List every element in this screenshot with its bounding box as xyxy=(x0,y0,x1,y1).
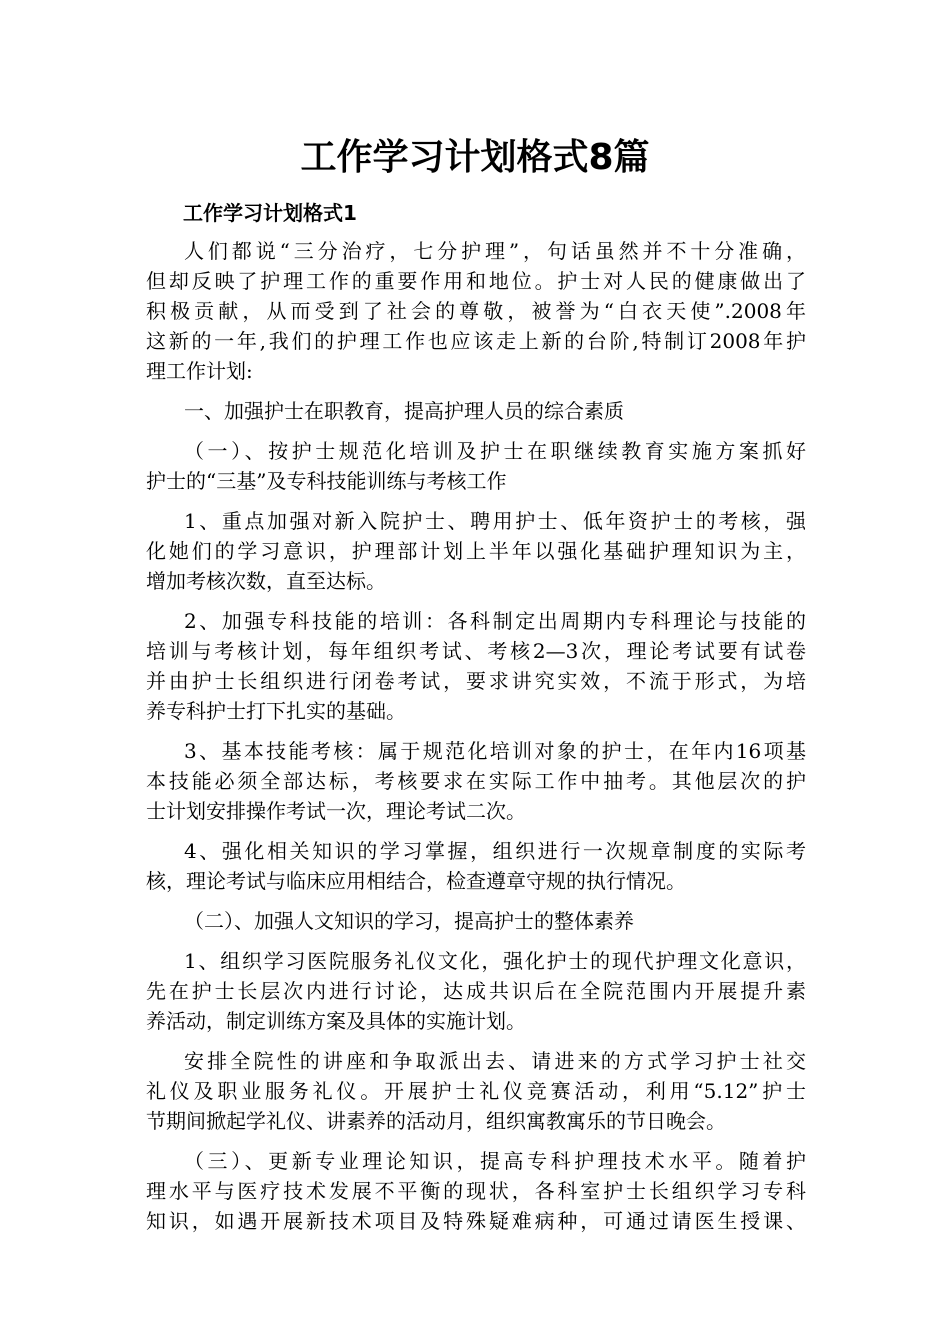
body-line: 理工作计划: xyxy=(146,359,253,383)
body-line: 并由护士长组织进行闭卷考试，要求讲究实效，不流于形式，为培 xyxy=(146,669,806,693)
body-line: 培训与考核计划，每年组织考试、考核2—3次，理论考试要有试卷 xyxy=(146,639,806,663)
body-line: 礼仪及职业服务礼仪。开展护士礼仪竞赛活动，利用“5.12”护士 xyxy=(146,1079,806,1103)
body-line: 核，理论考试与临床应用相结合，检查遵章守规的执行情况。 xyxy=(146,869,686,893)
body-line: 1、组织学习医院服务礼仪文化，强化护士的现代护理文化意识， xyxy=(184,949,806,973)
section-heading: 一、加强护士在职教育，提高护理人员的综合素质 xyxy=(184,399,624,423)
body-line: 节期间掀起学礼仪、讲素养的活动月，组织寓教寓乐的节日晚会。 xyxy=(146,1109,726,1133)
body-line: （三）、更新专业理论知识，提高专科护理技术水平。随着护 xyxy=(184,1149,806,1173)
body-line: 这新的一年,我们的护理工作也应该走上新的台阶,特制订2008年护 xyxy=(146,329,806,353)
section-heading: （二）、加强人文知识的学习，提高护士的整体素养 xyxy=(184,909,634,933)
document-title: 工作学习计划格式8篇 xyxy=(300,137,650,178)
body-line: 但却反映了护理工作的重要作用和地位。护士对人民的健康做出了 xyxy=(146,269,806,293)
body-line: 3、基本技能考核：属于规范化培训对象的护士，在年内16项基 xyxy=(184,739,806,763)
body-line: 知识，如遇开展新技术项目及特殊疑难病种，可通过请医生授课、 xyxy=(146,1209,806,1233)
body-line: 化她们的学习意识，护理部计划上半年以强化基础护理知识为主， xyxy=(146,539,806,563)
body-line: 人们都说“三分治疗，七分护理”，句话虽然并不十分准确， xyxy=(184,239,806,263)
body-line: 士计划安排操作考试一次，理论考试二次。 xyxy=(146,799,526,823)
body-line: 养活动，制定训练方案及具体的实施计划。 xyxy=(146,1009,526,1033)
body-line: 护士的“三基”及专科技能训练与考核工作 xyxy=(146,469,507,493)
body-line: （一）、按护士规范化培训及护士在职继续教育实施方案抓好 xyxy=(184,439,806,463)
section-subtitle: 工作学习计划格式1 xyxy=(183,201,357,225)
body-line: 先在护士长层次内进行讨论，达成共识后在全院范围内开展提升素 xyxy=(146,979,806,1003)
body-line: 积极贡献，从而受到了社会的尊敬，被誉为“白衣天使”.2008年 xyxy=(146,299,806,323)
body-line: 本技能必须全部达标，考核要求在实际工作中抽考。其他层次的护 xyxy=(146,769,806,793)
body-line: 安排全院性的讲座和争取派出去、请进来的方式学习护士社交 xyxy=(184,1049,806,1073)
body-line: 1、重点加强对新入院护士、聘用护士、低年资护士的考核，强 xyxy=(184,509,806,533)
body-line: 理水平与医疗技术发展不平衡的现状，各科室护士长组织学习专科 xyxy=(146,1179,806,1203)
body-line: 2、加强专科技能的培训：各科制定出周期内专科理论与技能的 xyxy=(184,609,806,633)
body-line: 增加考核次数，直至达标。 xyxy=(146,569,386,593)
body-line: 养专科护士打下扎实的基础。 xyxy=(146,699,406,723)
body-line: 4、强化相关知识的学习掌握，组织进行一次规章制度的实际考 xyxy=(184,839,806,863)
